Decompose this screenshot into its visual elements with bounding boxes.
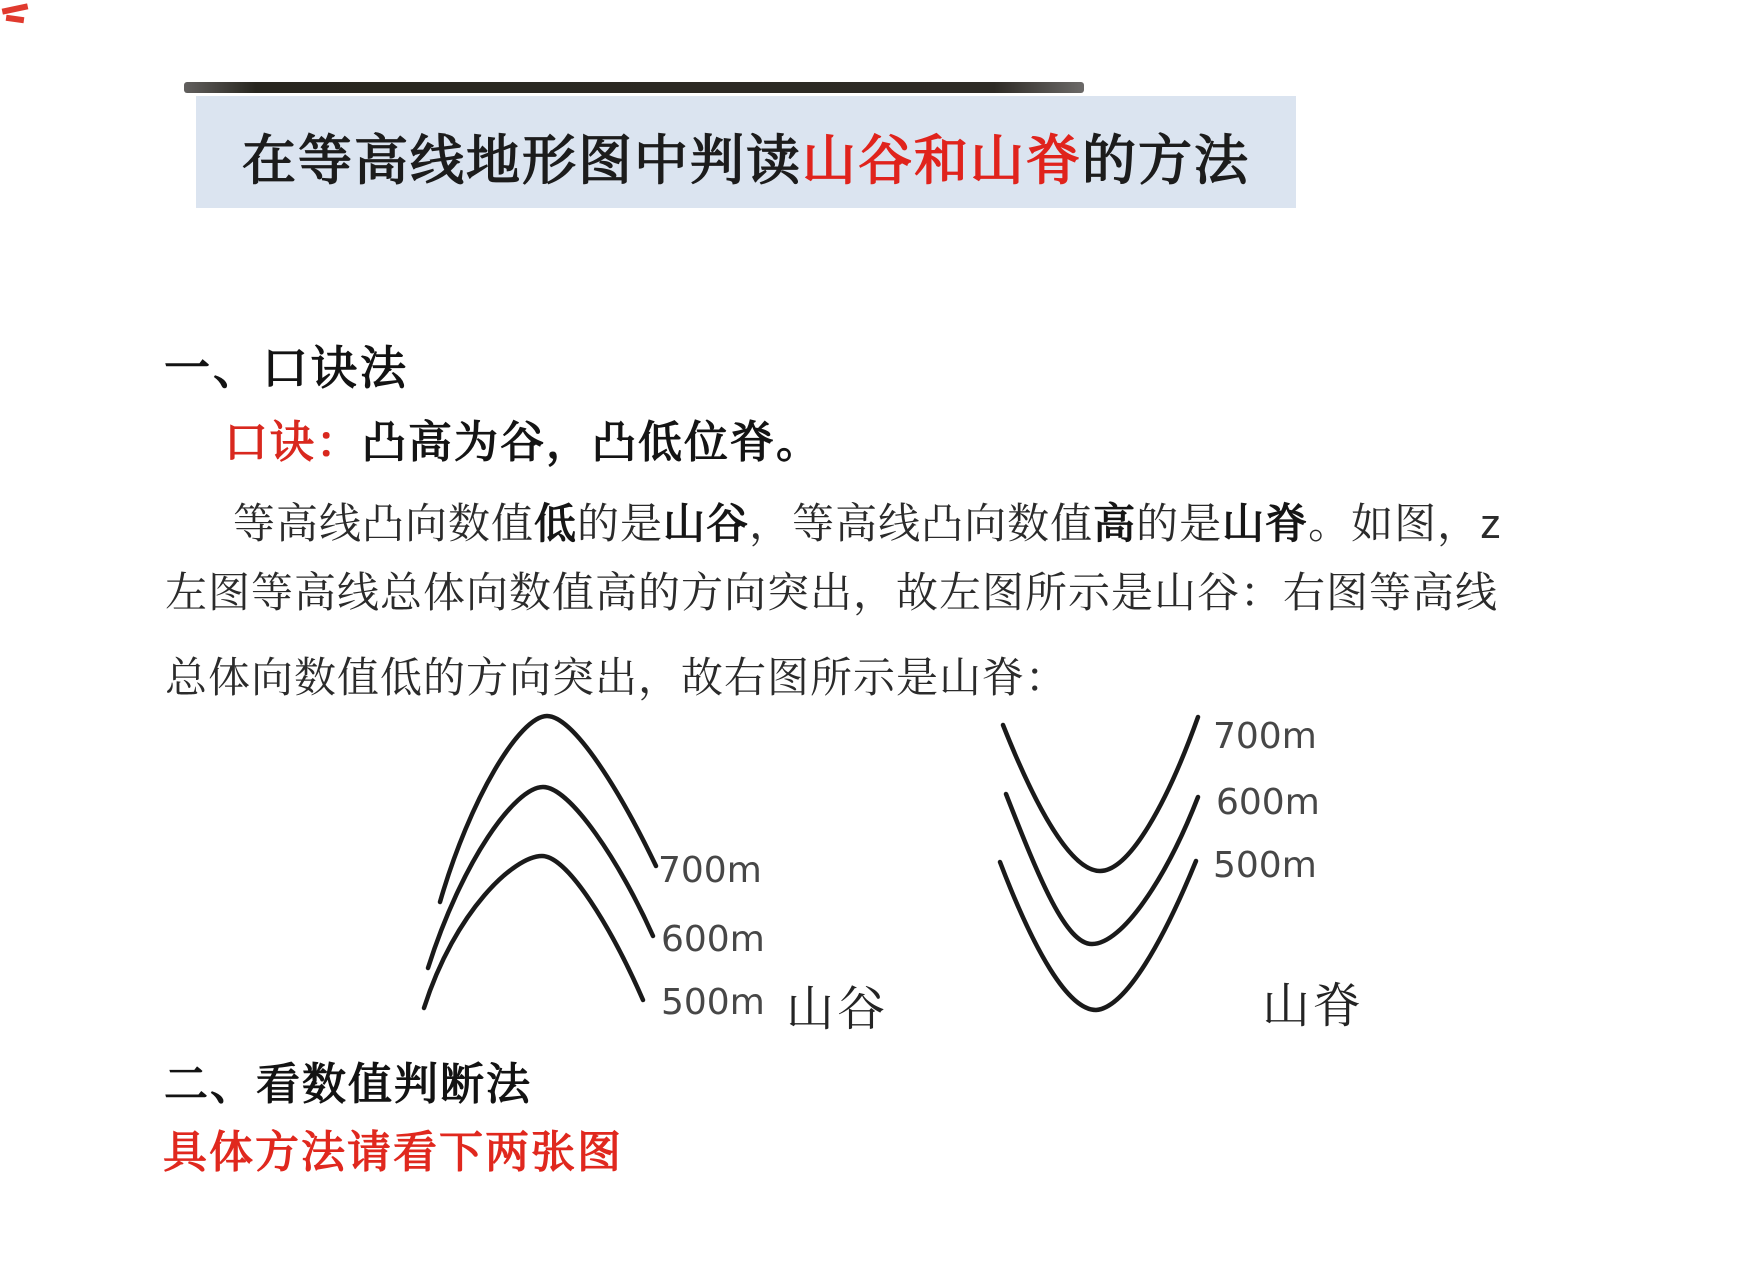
seg-3: 的是	[577, 500, 664, 547]
section2-note: 具体方法请看下两张图	[163, 1128, 623, 1177]
left-elevation-label-500m: 500m	[661, 982, 765, 1023]
left-elevation-label-700m: 700m	[658, 850, 762, 891]
seg-2-bold: 低	[534, 500, 578, 547]
right-contour-line-500m	[1000, 861, 1196, 1010]
title-highlight: 山谷和山脊	[802, 130, 1082, 191]
paragraph-line-2: 左图等高线总体向数值高的方向突出，故左图所示是山谷：右图等高线	[165, 569, 1499, 616]
paragraph-line-3: 总体向数值低的方向突出，故右图所示是山脊：	[165, 654, 1069, 701]
section1-heading: 一、口诀法	[164, 342, 409, 394]
seg-4-bold: 山谷	[663, 500, 750, 547]
seg-7: 的是	[1136, 500, 1223, 547]
left-elevation-label-600m: 600m	[661, 919, 765, 960]
seg-9: 。如图，z	[1308, 500, 1503, 547]
left-contour-line-500m	[424, 856, 643, 1008]
right-elevation-label-500m: 500m	[1213, 845, 1317, 886]
left-figure-caption: 山谷	[786, 983, 889, 1036]
right-figure-caption: 山脊	[1262, 980, 1365, 1033]
title-prefix: 在等高线地形图中判读	[242, 130, 802, 191]
mnemonic-label: 口诀：	[224, 418, 362, 467]
right-elevation-label-600m: 600m	[1216, 782, 1320, 823]
seg-8-bold: 山脊	[1222, 500, 1309, 547]
title-suffix: 的方法	[1082, 130, 1250, 191]
section2-heading: 二、看数值判断法	[164, 1060, 532, 1109]
left-contour-line-600m	[428, 787, 653, 968]
seg-5: ，等高线凸向数值	[749, 500, 1094, 547]
mnemonic-text: 凸高为谷，凸低位脊。	[362, 418, 822, 467]
right-contour-line-700m	[1003, 717, 1198, 871]
seg-1: 等高线凸向数值	[233, 500, 535, 547]
seg-6-bold: 高	[1093, 500, 1137, 547]
right-elevation-label-700m: 700m	[1213, 716, 1317, 757]
